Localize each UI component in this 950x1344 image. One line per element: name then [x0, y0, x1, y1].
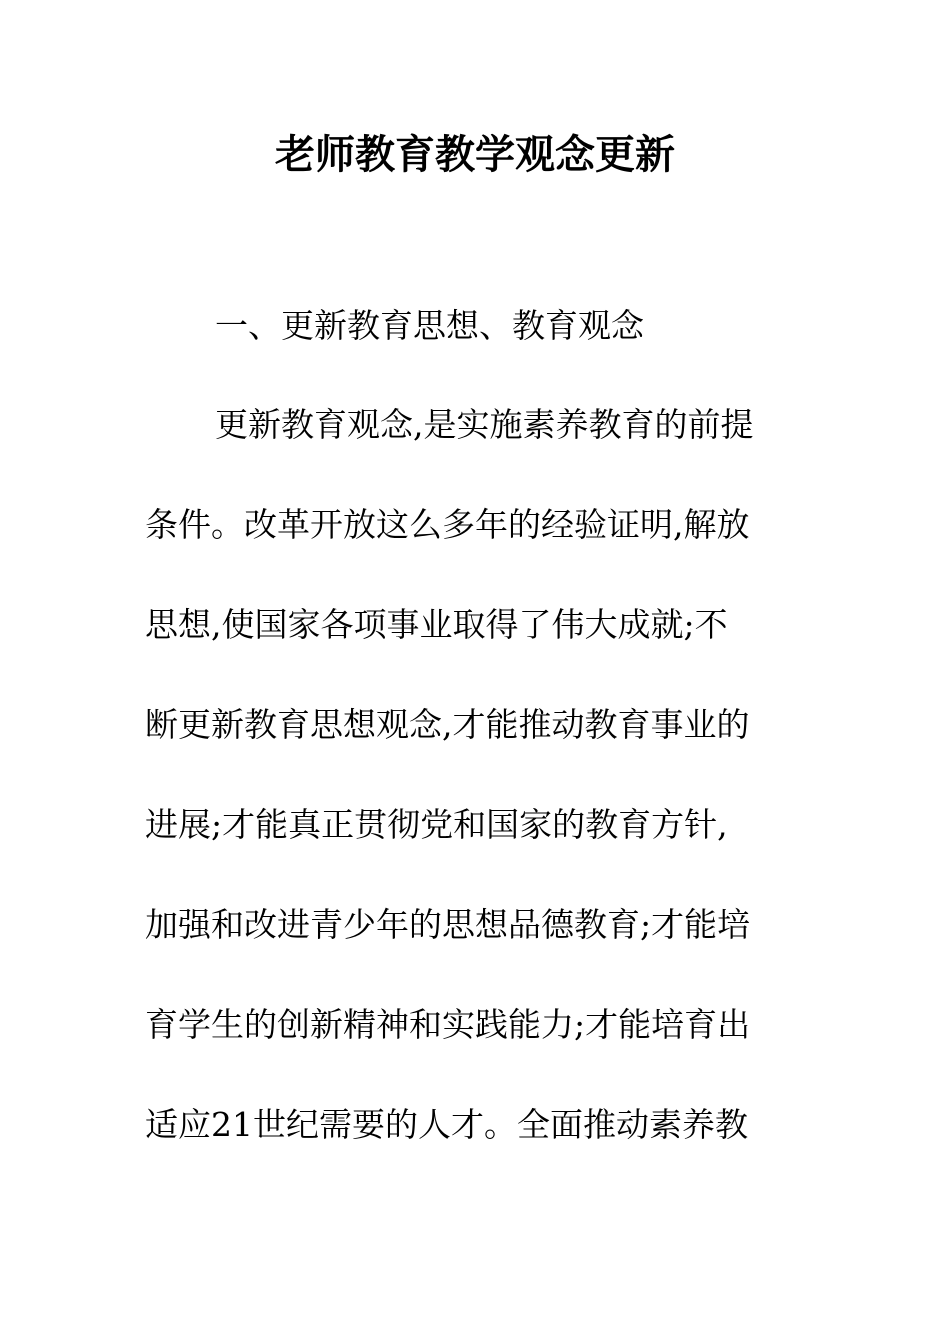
body-line: 适应21世纪需要的人才。全面推动素养教	[145, 1105, 748, 1144]
section-heading: 一、更新教育思想、教育观念	[215, 306, 644, 345]
body-line: 断更新教育思想观念,才能推动教育事业的	[145, 705, 750, 744]
body-line: 条件。改革开放这么多年的经验证明,解放	[145, 505, 750, 544]
document-title: 老师教育教学观念更新	[275, 131, 675, 178]
body-line: 更新教育观念,是实施素养教育的前提	[215, 405, 754, 444]
body-line: 育学生的创新精神和实践能力;才能培育出	[145, 1005, 751, 1044]
body-line: 思想,使国家各项事业取得了伟大成就;不	[145, 605, 728, 644]
body-line: 加强和改进青少年的思想品德教育;才能培	[145, 905, 751, 944]
body-line: 进展;才能真正贯彻党和国家的教育方针,	[145, 805, 728, 844]
